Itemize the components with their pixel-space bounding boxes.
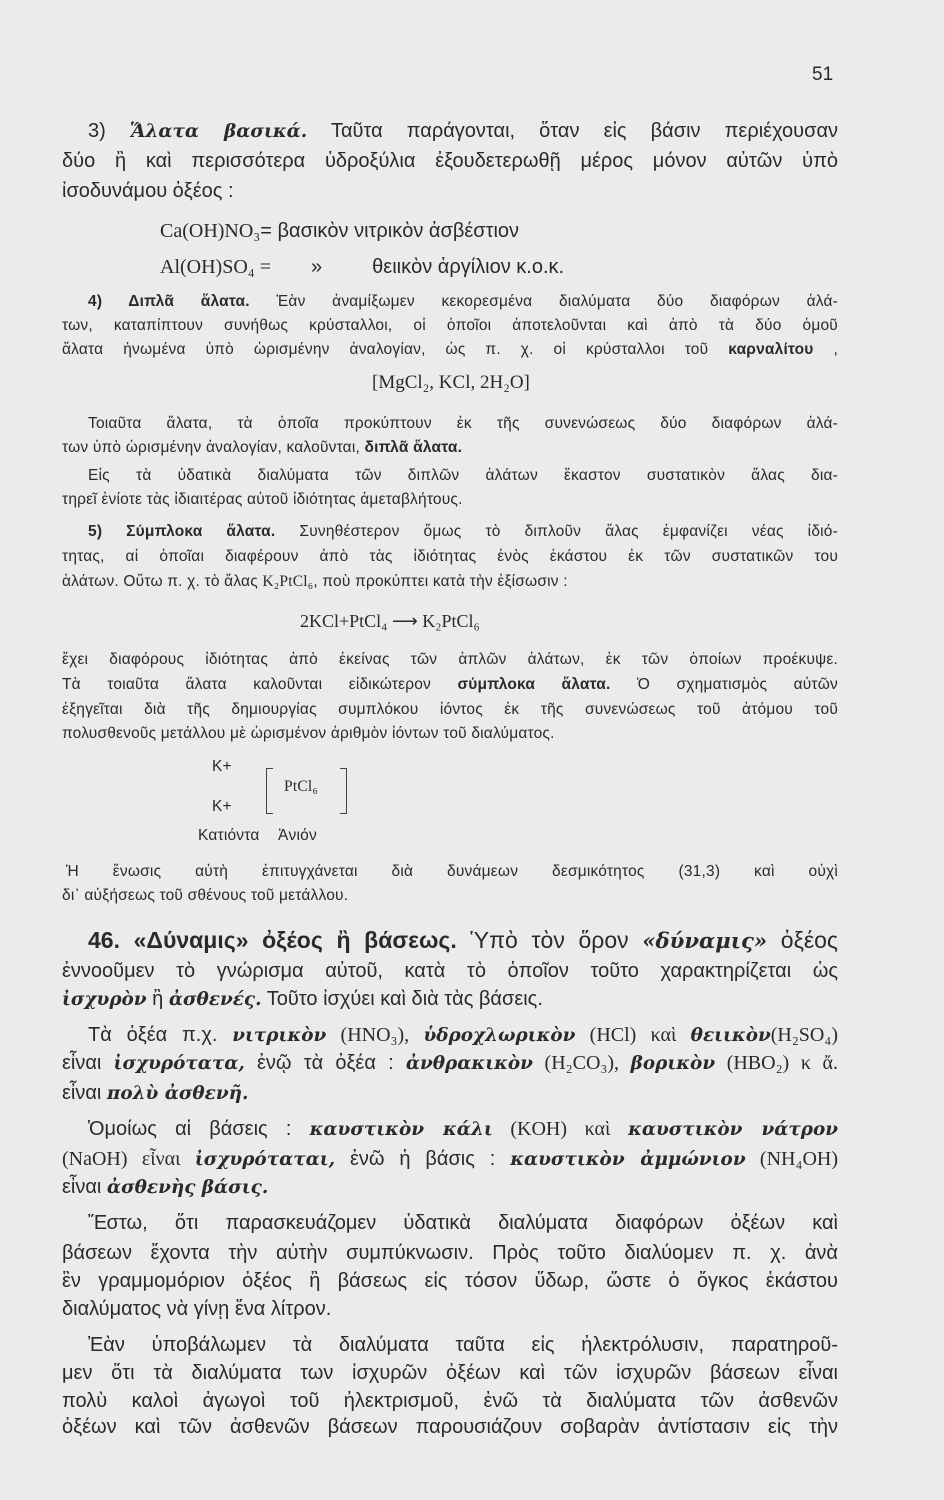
paragraph-line: [88, 521, 838, 543]
paragraph-line: [62, 1080, 248, 1107]
term: ἰσχυρόταται,: [194, 1149, 336, 1170]
term: ἰσχυρότατα,: [113, 1053, 245, 1074]
paragraph-line: πολὺ καλοὶ ἀγωγοὶ τοῦ ἠλεκτρισμοῦ, ἐνῶ τὰ διαλύματα τῶν ἀσθενῶν: [62, 1390, 838, 1412]
paragraph-line: ἐννοοῦμεν τὸ γνώρισμα αὐτοῦ, κατὰ τὸ ὁποῖον τοῦτο χαρακτηρίζεται ὡς: [62, 960, 838, 982]
paragraph-line: ἔχει διαφόρους ἰδιότητας ἀπὸ ἐκείνας τῶν ἁπλῶν ἁλάτων, ἐκ τῶν ὁποίων προέκυψε.: [62, 651, 838, 668]
formula-line: [160, 218, 519, 244]
formula: (HNO₃),: [326, 1024, 424, 1046]
term: βορικὸν: [630, 1053, 716, 1074]
formula: (HBO₂) κ ἄ.: [715, 1052, 838, 1074]
text: Συνηθέστερον ὅμως τὸ διπλοῦν ἅλας ἐμφανίζει νέας ἰδιό-: [275, 523, 838, 540]
paragraph-line: δι᾿ αὐξήσεως τοῦ σθένους τοῦ μετάλλου.: [62, 887, 349, 904]
text: ἐνῶ ἡ βάσις :: [335, 1148, 511, 1170]
paragraph-line: διαλύματος νὰ γίνῃ ἕνα λίτρον.: [62, 1298, 332, 1320]
formula: [MgCl₂, KCl, 2H₂O]: [372, 372, 530, 393]
paragraph-line: [88, 1022, 838, 1049]
paragraph-line: βάσεων ἔχοντα τὴν αὐτὴν συμπύκνωσιν. Πρὸς τοῦτο διαλύομεν π. χ. ἀνὰ: [62, 1242, 838, 1264]
paragraph-line: [62, 339, 838, 361]
paragraph-line: [88, 1116, 838, 1143]
term: καυστικὸν κάλι: [309, 1119, 493, 1140]
formula: (NaOH) εἶναι: [62, 1148, 195, 1170]
text: Ἐὰν ἀναμίξωμεν κεκορεσμένα διαλύματα δύο διαφόρων ἁλά-: [249, 293, 838, 310]
paragraph-line: [62, 1146, 838, 1173]
term: καρναλίτου: [728, 341, 814, 358]
paragraph-line: Ἡ ἕνωσις αὐτὴ ἐπιτυγχάνεται διὰ δυνάμεων δεσμικότητος (31,3) καὶ οὐχὶ: [66, 863, 838, 880]
heading-double-salts: 4) Διπλᾶ ἅλατα.: [88, 293, 250, 310]
heading-complex-salts: 5) Σύμπλοκα ἅλατα.: [88, 523, 276, 540]
text: Τὰ τοιαῦτα ἅλατα καλοῦνται εἰδικώτερον: [62, 676, 458, 693]
anion-caption: Ἀνιόν: [278, 827, 317, 844]
term: καυστικὸν ἀμμώνιον: [510, 1149, 746, 1170]
section-heading: 46. «Δύναμις» ὀξέος ἢ βάσεως.: [88, 927, 457, 953]
paragraph-line: [62, 986, 543, 1013]
paragraph-line: ὀξέων καὶ τῶν ἀσθενῶν βάσεων παρουσιάζουν σοβαρὰν ἀντίστασιν εἰς τὴν: [62, 1416, 838, 1438]
paragraph-line: [62, 571, 568, 593]
heading-basic-salts: Ἅλατα βασικά.: [129, 121, 308, 142]
text: ἐνῷ τὰ ὀξέα :: [244, 1052, 406, 1074]
term: ἀνθρακικὸν: [405, 1053, 533, 1074]
paragraph-line: Εἰς τὰ ὑδατικὰ διαλύματα τῶν διπλῶν ἁλάτων ἕκαστον συστατικὸν ἅλας δια-: [88, 467, 838, 484]
paragraph-line: [62, 1050, 838, 1077]
equation: 2KCl+PtCl₄ ⟶ K₂PtCl₆: [300, 611, 480, 631]
paragraph-line: [62, 437, 462, 459]
formula: (H₂SO₄): [770, 1024, 838, 1046]
formula: (KOH) καὶ: [492, 1118, 629, 1140]
paragraph-line: [62, 674, 838, 696]
text: Ὑπὸ τὸν ὅρον: [456, 927, 643, 953]
text: ἅλατα ἡνωμένα ὑπὸ ὡρισμένην ἀναλογίαν, ὡς π. χ. οἱ κρύσταλλοι τοῦ: [62, 341, 729, 358]
formula-description: = βασικὸν νιτρικὸν ἀσβέστιον: [260, 220, 520, 242]
formula-line: [160, 254, 564, 280]
formula: (H₂CO₃),: [532, 1052, 631, 1074]
paragraph-line: δύο ἢ καὶ περισσότερα ὑδροξύλια ἐξουδετερωθῇ μέρος μόνον αὐτῶν ὑπὸ: [62, 150, 838, 172]
page-number: 51: [812, 64, 834, 85]
text: Ὁμοίως αἱ βάσεις :: [88, 1118, 310, 1140]
term: θειικὸν: [690, 1025, 771, 1046]
paragraph-line: μεν ὅτι τὰ διαλύματα των ἰσχυρῶν ὀξέων καὶ τῶν ἰσχυρῶν βάσεων εἶναι: [62, 1362, 838, 1384]
text: ἁλάτων. Οὕτω π. χ. τὸ ἅλας: [62, 573, 263, 590]
text: εἶναι: [62, 1176, 107, 1198]
text: εἶναι: [62, 1082, 107, 1104]
text: ἢ: [146, 988, 169, 1010]
text: Τοῦτο ἰσχύει καὶ διὰ τὰς βάσεις.: [261, 988, 543, 1010]
text: εἶναι: [62, 1052, 114, 1074]
formula: (NH₄OH): [745, 1148, 838, 1170]
term: ἀσθενὴς βάσις.: [106, 1177, 269, 1198]
cation-label: K+: [212, 758, 232, 775]
formula: Ca(OH)NO₃: [160, 220, 261, 242]
paragraph-line: τητας, αἱ ὁποῖαι διαφέρουν ἀπὸ τὰς ἰδιότητας ἑνὸς ἑκάστου ἐκ τῶν συστατικῶν του: [62, 548, 838, 565]
term: ὑδροχλωρικὸν: [423, 1025, 576, 1046]
right-bracket: [340, 768, 347, 814]
formula: (HCl) καὶ: [575, 1024, 691, 1046]
text: Ὁ σχηματισμὸς αὐτῶν: [610, 676, 838, 693]
paragraph-line: ἰσοδυνάμου ὀξέος :: [62, 180, 234, 202]
text: ὀξέος: [767, 927, 838, 953]
term: «δύναμις»: [642, 928, 768, 953]
paragraph-line: ἓν γραμμομόριον ὀξέος ἢ βάσεως εἰς τόσον ὕδωρ, ὥστε ὁ ὄγκος ἑκάστου: [62, 1270, 838, 1292]
term: διπλᾶ ἅλατα.: [364, 439, 463, 456]
term: νιτρικὸν: [232, 1025, 327, 1046]
term: καυστικὸν νάτρον: [628, 1119, 838, 1140]
cation-label: K+: [212, 798, 232, 815]
formula-description: θειικὸν ἀργίλιον κ.ο.κ.: [372, 256, 565, 278]
text: , ποὺ προκύπτει κατὰ τὴν ἐξίσωσιν :: [313, 573, 568, 590]
cations-caption: Κατιόντα: [198, 827, 260, 844]
paragraph-line: των, καταπίπτουν συνήθως κρύσταλλοι, οἱ ὁποῖοι ἀποτελοῦνται καὶ ἀπὸ τὰ δύο ὁμοῦ: [62, 317, 838, 334]
text: Τὰ ὀξέα π.χ.: [88, 1024, 233, 1046]
paragraph-line: Ἐὰν ὑποβάλωμεν τὰ διαλύματα ταῦτα εἰς ἠλεκτρόλυσιν, παρατηροῦ-: [88, 1334, 838, 1356]
left-bracket: [266, 768, 273, 814]
text: Ταῦτα παράγονται, ὅταν εἰς βάσιν περιέχουσαν: [307, 120, 838, 142]
term: ἰσχυρὸν: [62, 989, 147, 1010]
formula: Al(OH)SO₄ =: [160, 256, 272, 278]
paragraph-line: πολυσθενοῦς μετάλλου μὲ ὡρισμένον ἀριθμὸν ἰόντων τοῦ διαλύματος.: [62, 725, 555, 742]
paragraph-line: ἐξηγεῖται διὰ τῆς δημιουργίας συμπλόκου ἰόντος ἐκ τῆς συνενώσεως τοῦ ἀτόμου τοῦ: [62, 701, 838, 718]
ditto-mark: »: [311, 256, 323, 278]
term: σύμπλοκα ἅλατα.: [457, 676, 611, 693]
term: πολὺ ἀσθενῆ.: [106, 1083, 249, 1104]
paragraph-line: τηρεῖ ἐνίοτε τὰς ἰδιαιτέρας αὐτοῦ ἰδιότητας ἀμεταβλήτους.: [62, 491, 463, 508]
paragraph-line: [62, 1174, 268, 1201]
paragraph-line: Τοιαῦτα ἅλατα, τὰ ὁποῖα προκύπτουν ἐκ τῆς συνενώσεως δύο διαφόρων ἁλά-: [88, 415, 838, 432]
anion-formula: PtCl₆: [284, 778, 318, 795]
formula: K₂PtCl₆: [262, 573, 314, 590]
section-heading-line: [88, 927, 838, 954]
paragraph-line: [88, 118, 838, 145]
item-number: 3): [88, 120, 130, 142]
text: ,: [813, 341, 838, 358]
term: ἀσθενές.: [168, 989, 262, 1010]
paragraph-line: Ἔστω, ὅτι παρασκευάζομεν ὑδατικὰ διαλύματα διαφόρων ὀξέων καὶ: [88, 1212, 838, 1234]
paragraph-line: [88, 291, 838, 313]
text: των ὑπὸ ὡρισμένην ἀναλογίαν, καλοῦνται,: [62, 439, 365, 456]
